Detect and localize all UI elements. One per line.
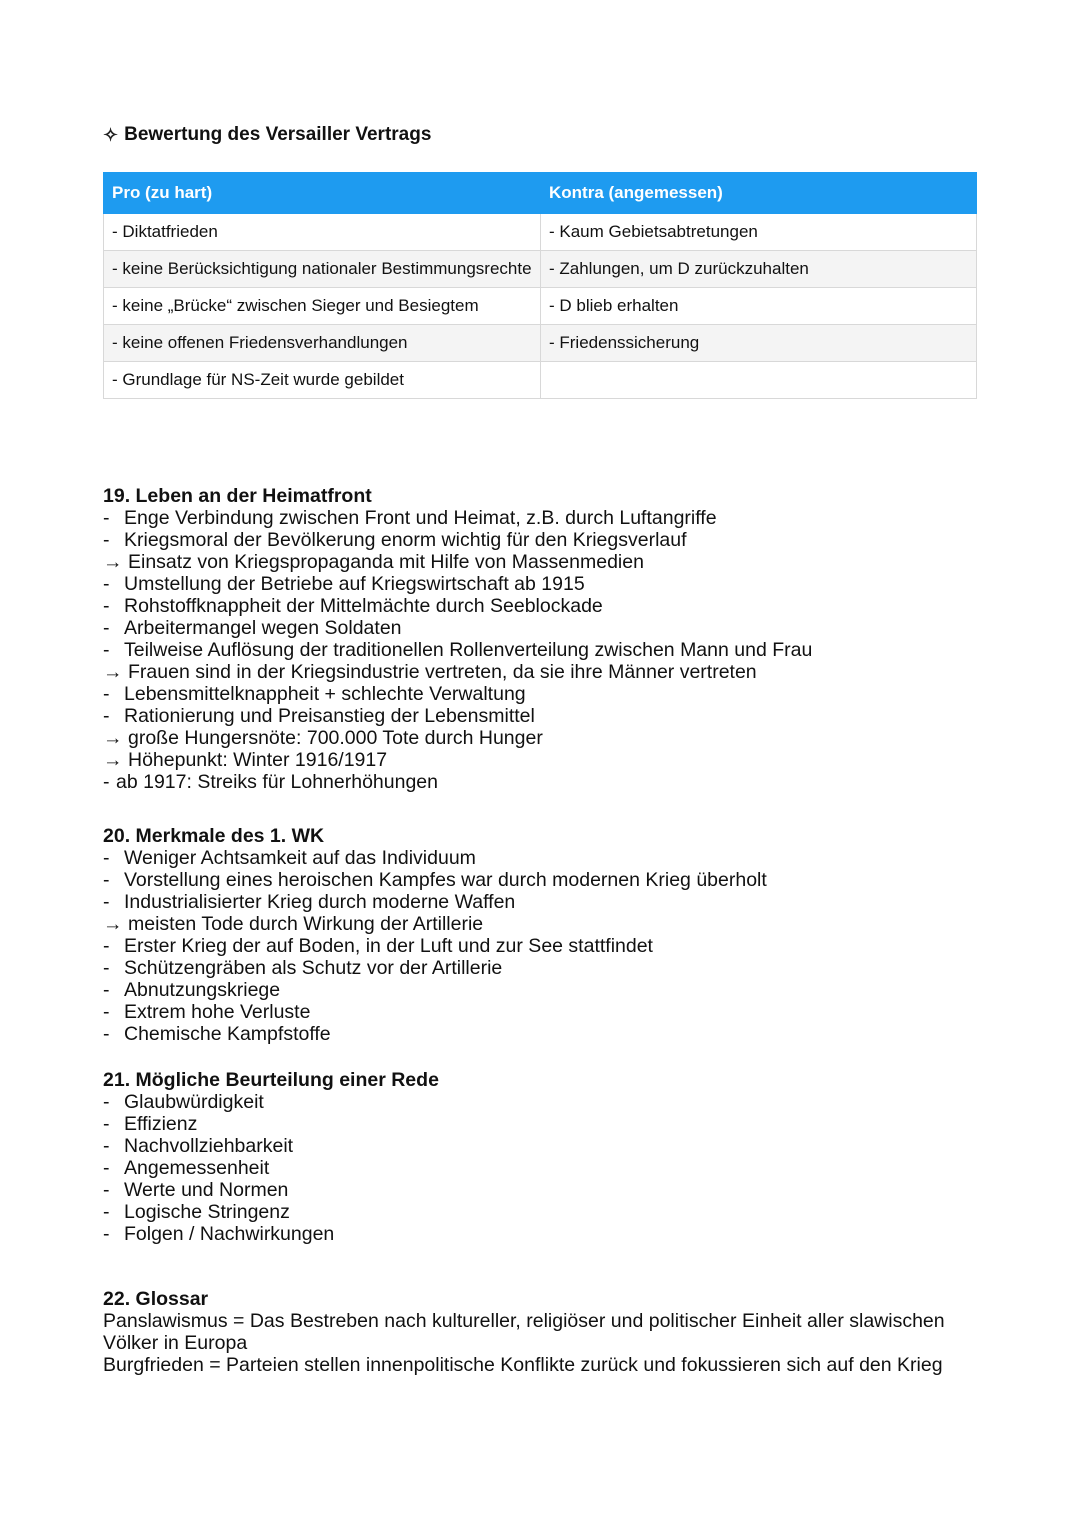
section-title: 22. Glossar [103,1288,209,1310]
bullet-dash: - [103,1091,110,1113]
bullet-dash: - [103,771,110,793]
bullet-dash: - [103,847,110,869]
list-item [103,935,1003,957]
bullet-dash: - [103,529,110,551]
bullet-dash: - [103,1135,110,1157]
list-item-text: große Hungersnöte: 700.000 Tote durch Hunger [128,727,543,749]
list-item-text: Umstellung der Betriebe auf Kriegswirtschaft ab 1915 [124,573,585,595]
table-row [104,288,977,325]
section-list [103,507,1003,793]
list-item [103,1179,1003,1201]
list-item-text: Teilweise Auflösung der traditionellen Rollenverteilung zwischen Mann und Frau [124,639,813,661]
list-item [103,617,1003,639]
list-item [103,1023,1003,1045]
header-pro: Pro (zu hart) [104,173,541,214]
section-title: 21. Mögliche Beurteilung einer Rede [103,1069,439,1091]
list-item-text: Industrialisierter Krieg durch moderne Waffen [124,891,516,913]
table-row [104,362,977,399]
table-cell-pro: - Diktatfrieden [104,214,541,251]
list-item-text: Enge Verbindung zwischen Front und Heimat, z.B. durch Luftangriffe [124,507,717,529]
section-21 [103,1069,1003,1245]
list-item-text: Effizienz [124,1113,198,1135]
list-item [103,847,1003,869]
section-title: 20. Merkmale des 1. WK [103,825,325,847]
list-item [103,869,1003,891]
bullet-dash: - [103,617,110,639]
list-item [103,705,1003,727]
list-item [103,529,1003,551]
bullet-dash: - [103,891,110,913]
table-cell-contra: - Friedenssicherung [541,325,977,362]
bullet-dash: - [103,1023,110,1045]
list-item-text: Rationierung und Preisanstieg der Lebensmittel [124,705,535,727]
list-item [103,1201,1003,1223]
bullet-dash: - [103,595,110,617]
bullet-dash: - [103,573,110,595]
header-contra: Kontra (angemessen) [541,173,977,214]
list-item [103,979,1003,1001]
list-item-text: Arbeitermangel wegen Soldaten [124,617,402,639]
list-item [103,639,1003,661]
arrow-icon: → [103,551,123,573]
bullet-dash: - [103,1113,110,1135]
bullet-dash: - [103,639,110,661]
table-cell-pro: - keine „Brücke“ zwischen Sieger und Besiegtem [104,288,541,325]
list-item-text: Extrem hohe Verluste [124,1001,311,1023]
list-item [103,1157,1003,1179]
list-item-text: Glaubwürdigkeit [124,1091,264,1113]
arrow-icon: → [103,727,123,749]
bullet-dash: - [103,869,110,891]
bullet-dash: - [103,979,110,1001]
list-item [103,595,1003,617]
table-row [104,325,977,362]
section-20 [103,825,1003,1045]
list-item-text: Kriegsmoral der Bevölkerung enorm wichtig für den Kriegsverlauf [124,529,687,551]
list-item [103,551,1003,573]
bullet-dash: - [103,1001,110,1023]
list-item-text: Rohstoffknappheit der Mittelmächte durch Seeblockade [124,595,603,617]
list-item-text: meisten Tode durch Wirkung der Artillerie [128,913,484,935]
list-item-text: ab 1917: Streiks für Lohnerhöhungen [116,771,438,793]
list-item-text: Nachvollziehbarkeit [124,1135,294,1157]
list-item-text: Weniger Achtsamkeit auf das Individuum [124,847,476,869]
list-item-text: Frauen sind in der Kriegsindustrie vertreten, da sie ihre Männer vertreten [128,661,757,683]
table-cell-contra: - Zahlungen, um D zurückzuhalten [541,251,977,288]
section-list [103,1091,1003,1245]
arrow-icon: → [103,913,123,935]
list-item-text: Schützengräben als Schutz vor der Artillerie [124,957,503,979]
section-22 [103,1288,973,1376]
sparkle-icon: ✧ [103,124,119,145]
section-title: 19. Leben an der Heimatfront [103,485,372,507]
list-item-text: Erster Krieg der auf Boden, in der Luft und zur See stattfindet [124,935,653,957]
section-list [103,847,1003,1045]
list-item-text: Folgen / Nachwirkungen [124,1223,335,1245]
list-item-text: Abnutzungskriege [124,979,281,1001]
table-cell-contra [541,362,977,399]
list-item [103,1091,1003,1113]
list-item [103,771,1003,793]
list-item-text: Höhepunkt: Winter 1916/1917 [128,749,388,771]
versailles-heading [103,124,431,146]
bullet-dash: - [103,1201,110,1223]
glossary-entry: Panslawismus = Das Bestreben nach kultureller, religiöser und politischer Einheit aller slawischen Völker in Europa [103,1310,945,1354]
list-item [103,891,1003,913]
table-cell-contra: - Kaum Gebietsabtretungen [541,214,977,251]
versailles-heading-text: Bewertung des Versailler Vertrags [124,124,432,145]
list-item-text: Lebensmittelknappheit + schlechte Verwaltung [124,683,526,705]
list-item [103,913,1003,935]
section-19 [103,485,1003,793]
bullet-dash: - [103,683,110,705]
glossary-entry: Burgfrieden = Parteien stellen innenpolitische Konflikte zurück und fokussieren sich auf den Krieg [103,1354,943,1376]
table-cell-pro: - keine offenen Friedensverhandlungen [104,325,541,362]
bullet-dash: - [103,935,110,957]
bullet-dash: - [103,1223,110,1245]
table-row [104,251,977,288]
table-row [104,214,977,251]
table-cell-pro: - Grundlage für NS-Zeit wurde gebildet [104,362,541,399]
list-item [103,1223,1003,1245]
list-item [103,1113,1003,1135]
arrow-icon: → [103,661,123,683]
list-item [103,727,1003,749]
list-item-text: Einsatz von Kriegspropaganda mit Hilfe von Massenmedien [128,551,644,573]
bullet-dash: - [103,1179,110,1201]
table-cell-pro: - keine Berücksichtigung nationaler Bestimmungsrechte [104,251,541,288]
list-item-text: Werte und Normen [124,1179,289,1201]
versailles-evaluation-table [103,172,977,399]
arrow-icon: → [103,749,123,771]
list-item-text: Vorstellung eines heroischen Kampfes war durch modernen Krieg überholt [124,869,767,891]
bullet-dash: - [103,705,110,727]
bullet-dash: - [103,507,110,529]
list-item [103,507,1003,529]
list-item [103,1135,1003,1157]
list-item-text: Logische Stringenz [124,1201,290,1223]
list-item [103,749,1003,771]
list-item [103,661,1003,683]
bullet-dash: - [103,957,110,979]
list-item [103,683,1003,705]
table-cell-contra: - D blieb erhalten [541,288,977,325]
list-item [103,1001,1003,1023]
list-item [103,957,1003,979]
list-item [103,573,1003,595]
bullet-dash: - [103,1157,110,1179]
list-item-text: Chemische Kampfstoffe [124,1023,331,1045]
table-header-row [104,173,977,214]
list-item-text: Angemessenheit [124,1157,270,1179]
